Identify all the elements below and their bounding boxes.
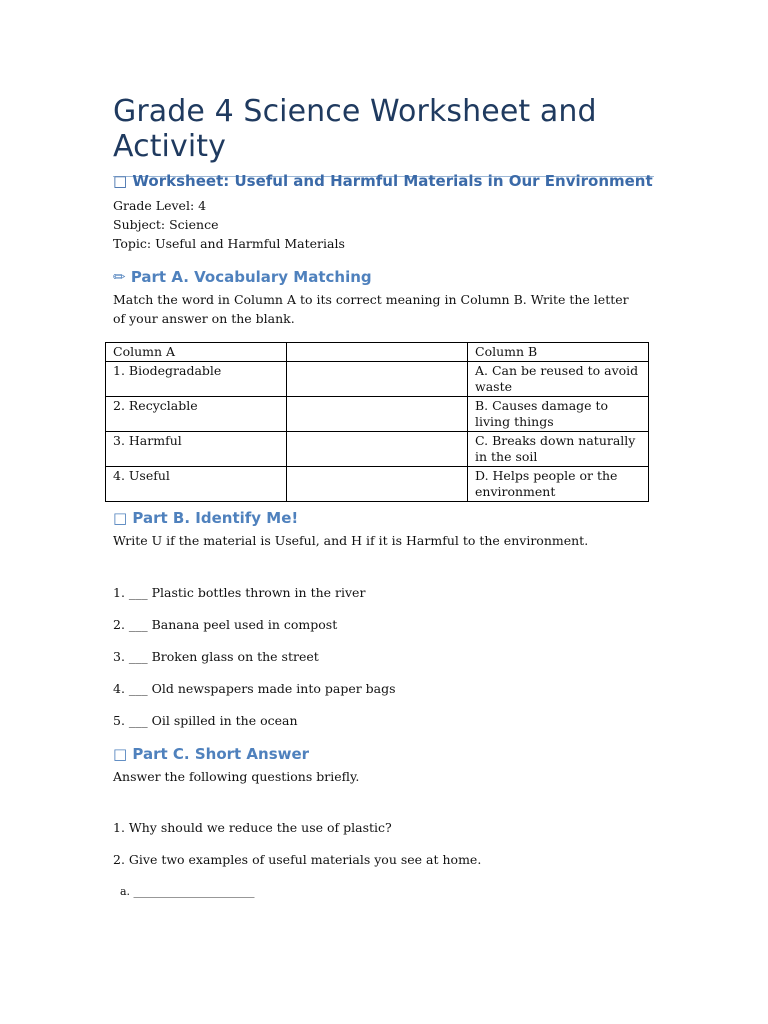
meaning-cell: C. Breaks down naturally in the soil: [468, 432, 649, 467]
document-title: Grade 4 Science Worksheet and Activity: [113, 94, 597, 164]
part-c-instructions: Answer the following questions briefly.: [113, 769, 360, 784]
answer-blank-cell[interactable]: [287, 362, 468, 397]
question-1: 1. Why should we reduce the use of plastic?: [113, 820, 392, 835]
subject: Subject: Science: [113, 217, 219, 232]
list-item: 1. ___ Plastic bottles thrown in the river: [113, 585, 366, 600]
worksheet-heading-text: Worksheet: Useful and Harmful Materials in Our Environment: [132, 172, 653, 190]
meaning-cell: B. Causes damage to living things: [468, 397, 649, 432]
identify-list: [113, 583, 396, 743]
table-row: [106, 467, 649, 502]
column-b-header: Column B: [468, 343, 649, 362]
grade-level: Grade Level: 4: [113, 198, 207, 213]
term-cell: 2. Recyclable: [106, 397, 287, 432]
table-row: [106, 432, 649, 467]
column-a-header: Column A: [106, 343, 287, 362]
answer-blank-cell[interactable]: [287, 432, 468, 467]
worksheet-meta: [113, 196, 345, 253]
box-icon: □: [113, 745, 128, 763]
part-c-heading-text: Part C. Short Answer: [132, 745, 310, 763]
term-cell: 3. Harmful: [106, 432, 287, 467]
vocabulary-matching-table: [105, 342, 649, 502]
term-cell: 4. Useful: [106, 467, 287, 502]
answer-blank-cell[interactable]: [287, 397, 468, 432]
table-row: [106, 397, 649, 432]
list-item: 2. ___ Banana peel used in compost: [113, 617, 338, 632]
list-item: 3. ___ Broken glass on the street: [113, 649, 319, 664]
box-icon: □: [113, 509, 128, 527]
term-cell: 1. Biodegradable: [106, 362, 287, 397]
box-icon: □: [113, 172, 128, 190]
part-a-heading-text: Part A. Vocabulary Matching: [130, 268, 372, 286]
part-a-instructions: Match the word in Column A to its correct meaning in Column B. Write the letter of your answer on the blank.: [113, 292, 629, 326]
meaning-cell: A. Can be reused to avoid waste: [468, 362, 649, 397]
topic: Topic: Useful and Harmful Materials: [113, 236, 345, 251]
worksheet-heading: [113, 172, 653, 190]
question-2: 2. Give two examples of useful materials you see at home.: [113, 852, 482, 867]
table-row: [106, 362, 649, 397]
table-header-row: [106, 343, 649, 362]
list-item: 4. ___ Old newspapers made into paper bags: [113, 681, 396, 696]
part-c-heading: [113, 745, 309, 763]
pencil-icon: ✏: [113, 268, 126, 286]
part-b-instructions: Write U if the material is Useful, and H if it is Harmful to the environment.: [113, 533, 589, 548]
list-item: 5. ___ Oil spilled in the ocean: [113, 713, 298, 728]
answer-line-a[interactable]: a. ______________________: [120, 885, 255, 898]
meaning-cell: D. Helps people or the environment: [468, 467, 649, 502]
part-b-heading-text: Part B. Identify Me!: [132, 509, 299, 527]
part-a-heading: [113, 268, 372, 286]
part-b-heading: [113, 509, 298, 527]
answer-blank-header: [287, 343, 468, 362]
answer-blank-cell[interactable]: [287, 467, 468, 502]
